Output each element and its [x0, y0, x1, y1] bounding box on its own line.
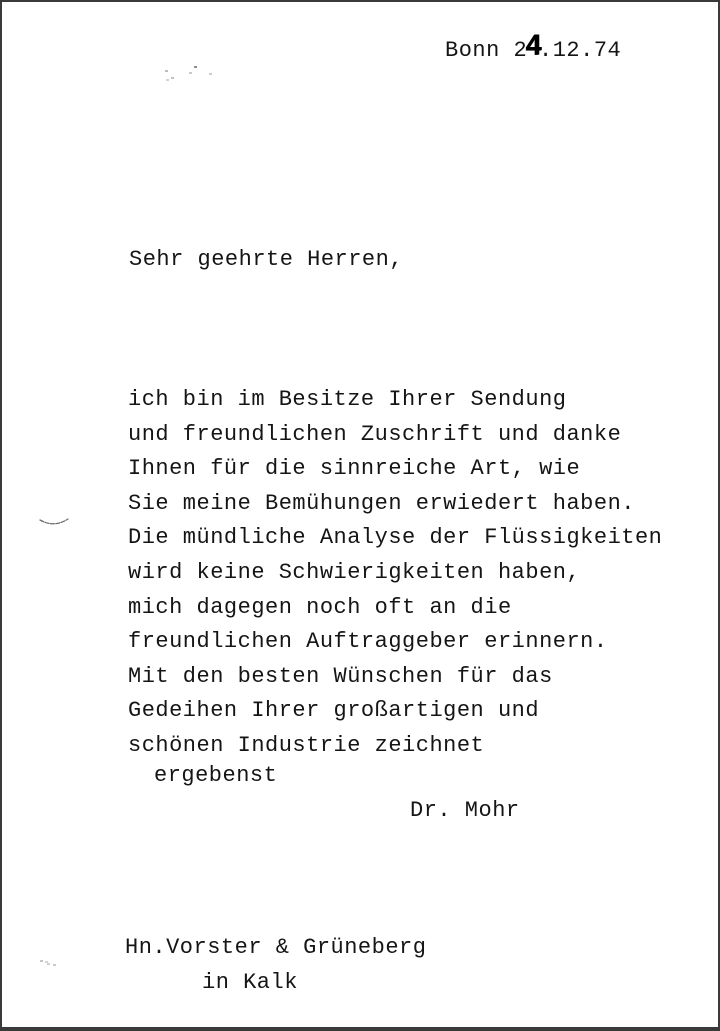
recipient-location: in Kalk [202, 970, 298, 995]
letter-body [128, 383, 662, 764]
body-line: Die mündliche Analyse der Flüssigkeiten [128, 525, 663, 551]
salutation: Sehr geehrte Herren, [129, 247, 404, 272]
dateline [445, 30, 622, 69]
body-line: ich bin im Besitze Ihrer Sendung [128, 387, 567, 412]
signature: Dr. Mohr [410, 798, 520, 823]
recipient-name: Hn.Vorster & Grüneberg [125, 935, 427, 960]
closing: ergebenst [154, 763, 278, 788]
body-line: mich dagegen noch oft an die [128, 594, 512, 620]
dateline-prefix: Bonn 2 [445, 38, 528, 63]
scan-artifact-dots [40, 960, 43, 962]
body-line: Gedeihen Ihrer großartigen und [128, 698, 540, 724]
body-line: freundlichen Auftraggeber erinnern. [128, 629, 608, 655]
body-line: und freundlichen Zuschrift und danke [128, 421, 622, 447]
dateline-overtyped-digit: 4 [525, 30, 543, 65]
body-line: wird keine Schwierigkeiten haben, [128, 559, 581, 585]
body-line: schönen Industrie zeichnet [128, 732, 485, 758]
body-line: Mit den besten Wünschen für das [128, 663, 553, 689]
scan-artifact-smudge [165, 70, 168, 72]
body-line: Sie meine Bemühungen erwiedert haben. [128, 490, 635, 516]
dateline-suffix: .12.74 [539, 38, 622, 63]
body-line: Ihnen für die sinnreiche Art, wie [128, 456, 581, 482]
scan-artifact-curve [38, 516, 72, 530]
